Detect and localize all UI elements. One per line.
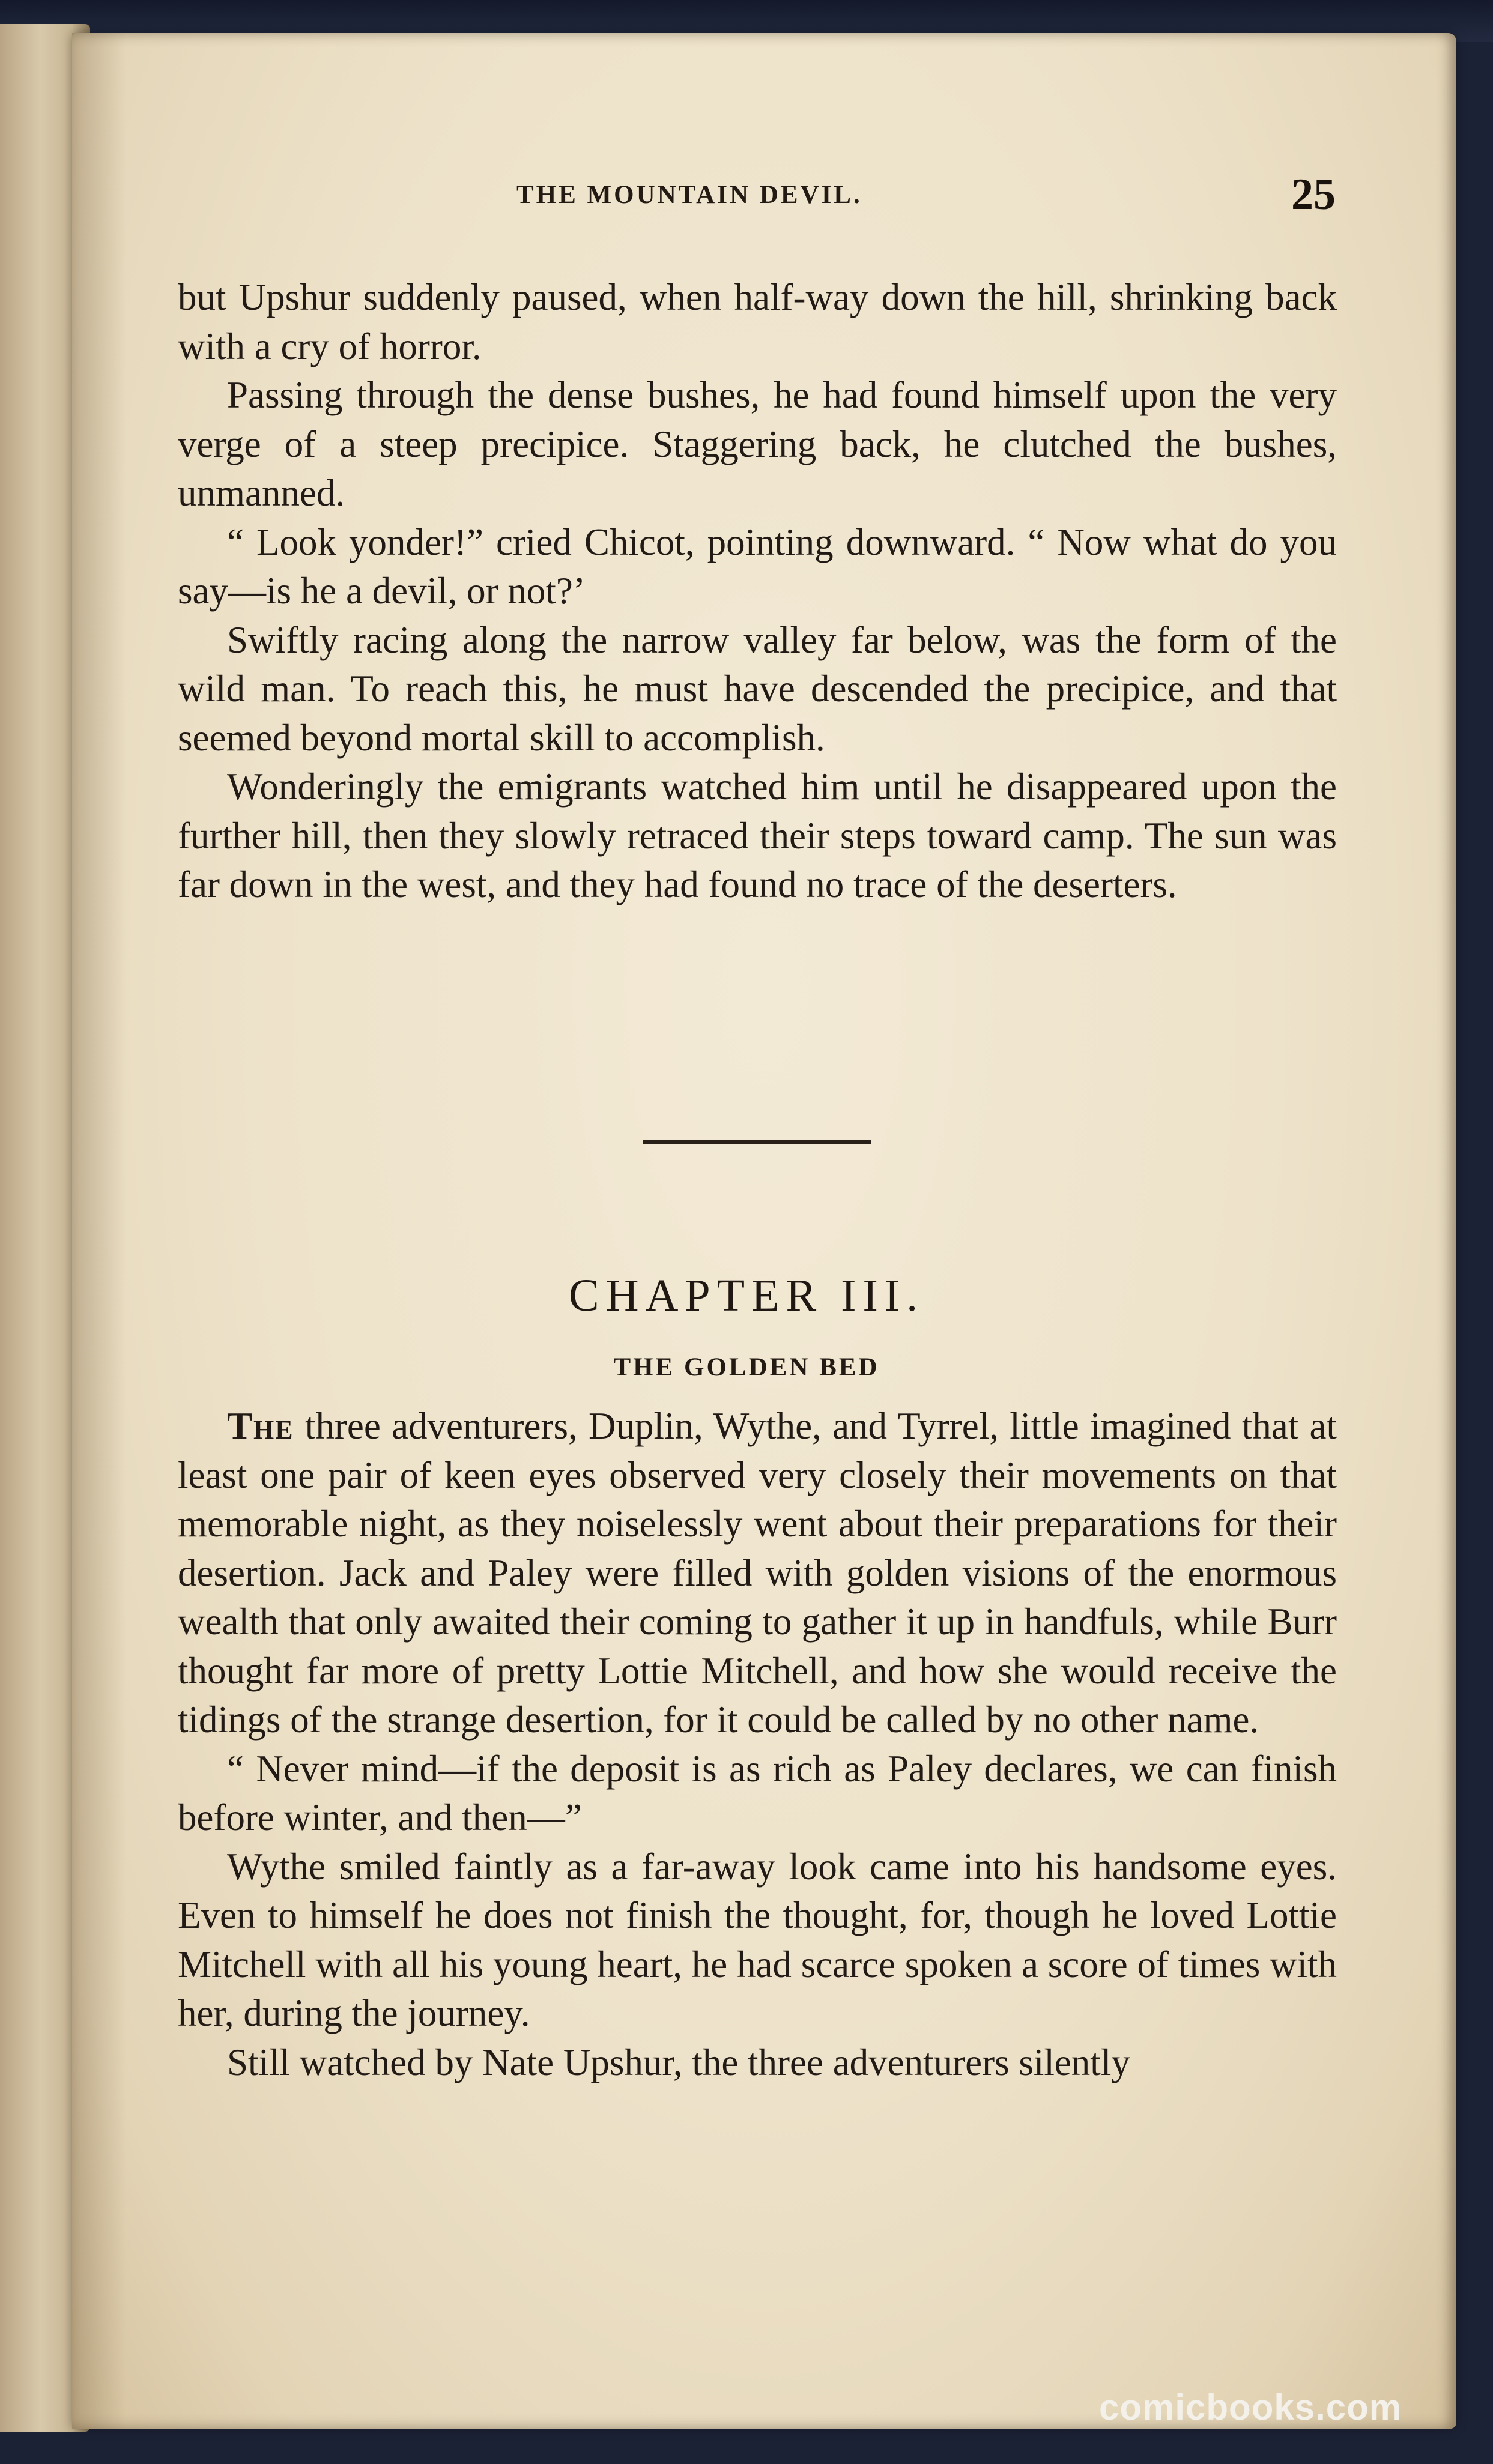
running-head: THE MOUNTAIN DEVIL. (516, 181, 862, 209)
paragraph: but Upshur suddenly paused, when half-way down the hill, shrinking back with a cry of horror. (178, 276, 1337, 367)
opening-paragraph (178, 1402, 1337, 1745)
page-number: 25 (1291, 170, 1336, 219)
paragraph: Swiftly racing along the narrow valley far below, was the form of the wild man. To reach this, he must have descended the precipice, and that seemed beyond mortal skill to accomplish. (178, 618, 1337, 759)
opening-word: The (227, 1405, 294, 1447)
gutter-shadow (72, 33, 126, 2429)
paragraph: Still watched by Nate Upshur, the three adventurers silently (227, 2041, 1130, 2083)
passage-before-chapter (178, 273, 1337, 910)
chapter-heading: CHAPTER III. (568, 1270, 925, 1321)
paragraph: Wythe smiled faintly as a far-away look came into his handsome eyes. Even to himself he does not finish the thought, for, though he loved Lottie Mitchell with all his young heart, he had scarce spoken a score of times with her, during the journey. (178, 1845, 1337, 2034)
paragraph: “ Never mind—if the deposit is as rich as Paley declares, we can finish before winter, and then—” (178, 1747, 1337, 1838)
section-divider (643, 1140, 871, 1144)
chapter-subtitle: THE GOLDEN BED (613, 1353, 880, 1381)
chapter-body (178, 1402, 1337, 2087)
paragraph: Passing through the dense bushes, he had found himself upon the very verge of a steep precipice. Staggering back, he clutched the bushes, unmanned. (178, 374, 1337, 514)
paragraph: Wonderingly the emigrants watched him until he disappeared upon the further hill, then they slowly retraced their steps toward camp. The sun was far down in the west, and they had found no trace of the deserters. (178, 765, 1337, 905)
paragraph: “ Look yonder!” cried Chicot, pointing downward. “ Now what do you say—is he a devil, or not?’ (178, 521, 1337, 612)
opening-text: three adventurers, Duplin, Wythe, and Tyrrel, little imagined that at least one pair of keen eyes observed very closely their movements on that memorable night, as they noiselessly went about their preparations for their desertion. Jack and Paley were filled with golden visions of the enormous wealth that only awaited their coming to gather it up in handfuls, while Burr thought far more of pretty Lottie Mitchell, and how she would receive the tidings of the strange desertion, for it could be called by no other name. (178, 1405, 1337, 1741)
watermark-text: comicbooks.com (1099, 2387, 1402, 2427)
